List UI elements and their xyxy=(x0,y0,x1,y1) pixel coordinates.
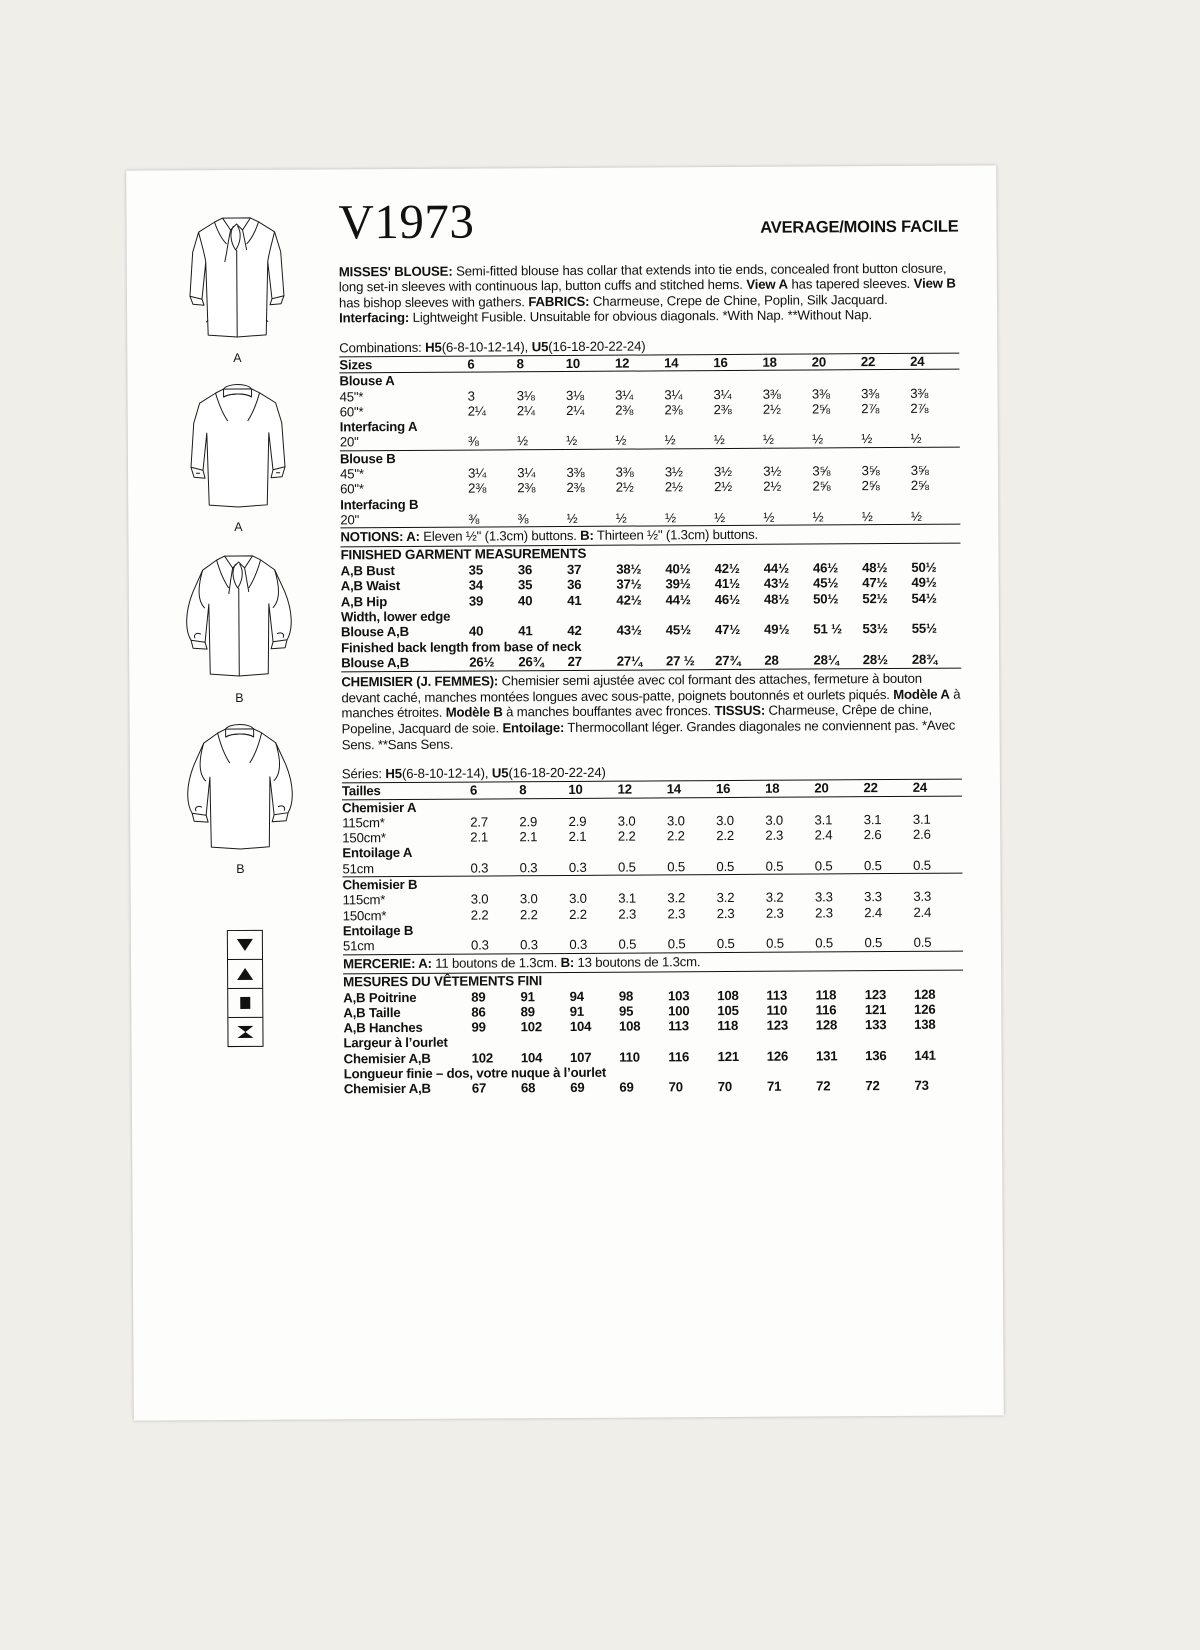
size-col-12: 12 xyxy=(615,355,664,372)
row-label: 115cm* xyxy=(342,892,386,908)
back-length-title-en: Finished back length from base of neck xyxy=(341,638,582,656)
row-label: 115cm* xyxy=(342,814,385,831)
desc-en-body-2: has tapered sleeves. xyxy=(787,276,914,292)
group-label: Interfacing B xyxy=(340,496,419,512)
group-label: Chemisier B xyxy=(343,873,963,893)
row-label: Chemisier A,B xyxy=(343,1050,431,1067)
desc-fr-model-b: Modèle B xyxy=(445,704,503,721)
illustration-label: A xyxy=(233,350,242,366)
group-label: Interfacing A xyxy=(339,419,418,435)
row-label: 45"* xyxy=(340,466,364,482)
illustration-view-a-front xyxy=(166,200,307,366)
size-col-6: 6 xyxy=(467,356,516,373)
notions-en-b-label: B: xyxy=(580,528,594,544)
yardage-table-french xyxy=(342,779,963,954)
row-label: A,B Poitrine xyxy=(343,989,417,1005)
desc-en-interfacing-label: Interfacing: xyxy=(339,310,410,326)
finished-measurements-table-french xyxy=(343,986,964,1097)
blouse-a-back-icon xyxy=(177,369,298,520)
table-row: Blouse A,B 40 41 42 43½ 45½ 47½ 49½ 51 ½ 53½ 55½ xyxy=(340,621,937,640)
notions-fr-b-text: 13 boutons de 1.3cm. xyxy=(574,953,701,970)
width-hem-title-fr: Largeur à l’ourlet xyxy=(343,1035,448,1051)
combinations-en-label: Combinations: xyxy=(339,339,426,356)
nap-symbol-hourglass xyxy=(228,1018,262,1046)
table-header-row-fr: Tailles 6 8 10 12 14 16 18 20 22 24 xyxy=(342,779,962,799)
notions-fr-a-label: A: xyxy=(415,955,432,971)
size-col-24: 24 xyxy=(910,353,959,370)
desc-en-fabrics: Charmeuse, Crepe de Chine, Poplin, Silk Jacquard. xyxy=(589,291,888,309)
notions-en-a-text: Eleven ½" (1.3cm) buttons. xyxy=(419,528,581,545)
size-col-10: 10 xyxy=(566,355,615,372)
combinations-en-h5-code: H5 xyxy=(425,339,442,355)
table-row: 20" ⅜ ½ ½ ½ ½ ½ ½ ½ ½ ½ xyxy=(339,431,922,450)
combinations-fr-h5-sizes: (6-8-10-12-14), xyxy=(401,765,492,782)
combinations-fr-u5-code: U5 xyxy=(491,765,509,781)
pattern-number: V1973 xyxy=(338,193,475,250)
table-row: A,B Bust 35 36 37 38½ 40½ 42½ 44½ 46½ 48½ 50½ xyxy=(340,559,937,579)
group-label: Chemisier A xyxy=(342,796,962,816)
desc-fr-model-a: Modèle A xyxy=(893,686,950,702)
finished-measurements-table-english xyxy=(341,560,962,671)
size-col-8: 8 xyxy=(517,355,566,372)
table-row: 60"* 2¼ 2¼ 2¼ 2⅜ 2⅜ 2⅜ 2½ 2⅝ 2⅞ 2⅞ xyxy=(339,400,929,420)
row-label: 150cm* xyxy=(342,830,386,846)
row-label: Blouse A,B xyxy=(341,654,410,671)
row-label: A,B Hanches xyxy=(343,1019,423,1036)
combinations-fr-h5-code: H5 xyxy=(385,766,403,782)
table-row: Blouse A,B 26½ 26¾ 27 27¼ 27 ½ 27¾ 28 28¼ 28½ 28¾ xyxy=(341,651,938,671)
row-label: A,B Taille xyxy=(343,1004,401,1021)
table-row: A,B Poitrine 89 91 94 98 103 108 113 118 123 128 xyxy=(343,986,936,1005)
difficulty-label: AVERAGE/MOINS FACILE xyxy=(760,217,959,237)
description-english xyxy=(339,260,959,326)
table-row: 51cm 0.3 0.3 0.3 0.5 0.5 0.5 0.5 0.5 0.5 0.5 xyxy=(342,934,932,954)
notions-fr-label: MERCERIE: xyxy=(342,955,416,971)
table-row: 150cm* 2.1 2.1 2.1 2.2 2.2 2.2 2.3 2.4 2.6 2.6 xyxy=(342,826,931,846)
combinations-en-h5-sizes: (6-8-10-12-14), xyxy=(441,339,532,355)
width-lower-edge-title-en: Width, lower edge xyxy=(340,608,451,625)
table-row: 115cm* 3.0 3.0 3.0 3.1 3.2 3.2 3.2 3.3 3.3 3.3 xyxy=(342,889,932,908)
desc-en-interfacing: Lightweight Fusible. Unsuitable for obvious diagonals. *With Nap. **Without Nap. xyxy=(409,307,873,326)
pattern-envelope-back xyxy=(126,165,1004,1420)
row-label: 60"* xyxy=(340,481,364,497)
group-label: Entoilage A xyxy=(342,845,413,861)
nap-symbol-box xyxy=(227,930,264,1047)
row-label: 60"* xyxy=(339,404,364,420)
title-row xyxy=(338,193,959,250)
desc-fr-fabrics-label: TISSUS: xyxy=(714,703,766,719)
desc-en-title: MISSES' BLOUSE: xyxy=(338,263,453,279)
content-column xyxy=(338,193,963,1097)
desc-en-body-1: Semi-fitted blouse has collar that extends into tie ends, concealed front button closure, long set-in sleeves with continuous lap, button cuffs and stitched hems. xyxy=(338,260,947,295)
notions-fr-b-label: B: xyxy=(560,954,575,970)
table-row: Chemisier A,B 102 104 107 110 116 121 126 131 136 141 xyxy=(343,1047,936,1067)
desc-fr-body-3: à manches bouffantes avec fronces. xyxy=(502,703,715,720)
nap-symbol-rectangle-solid xyxy=(228,989,262,1018)
row-label: 20" xyxy=(339,434,359,450)
size-col-18: 18 xyxy=(762,354,811,371)
table-row: 45"* 3¼ 3¼ 3⅜ 3⅜ 3½ 3½ 3½ 3⅝ 3⅝ 3⅝ xyxy=(340,462,929,482)
notions-fr-a-text: 11 boutons de 1.3cm. xyxy=(431,954,561,971)
back-length-title-fr: Longueur finie – dos, votre nuque à l’ourlet xyxy=(343,1064,607,1082)
row-label: A,B Bust xyxy=(340,563,395,579)
fgm-title-english: FINISHED GARMENT MEASUREMENTS xyxy=(340,546,587,563)
desc-en-view-b: View B xyxy=(913,275,956,292)
desc-en-fabrics-label: FABRICS: xyxy=(528,293,590,309)
blouse-b-back-icon xyxy=(175,709,304,862)
table-row: Chemisier A,B 67 68 69 69 70 70 71 72 72 73 xyxy=(343,1078,929,1097)
row-label: Chemisier A,B xyxy=(343,1081,431,1097)
desc-en-body-3: has bishop sleeves with gathers. xyxy=(338,293,529,311)
table-row: 20" ⅜ ⅜ ½ ½ ½ ½ ½ ½ ½ ½ xyxy=(340,508,922,528)
group-label: Blouse A xyxy=(339,369,959,389)
row-label: 51cm xyxy=(342,860,374,877)
illustration-view-b-back xyxy=(169,709,310,877)
illustration-view-b-front xyxy=(168,538,309,706)
row-label: 20" xyxy=(340,512,360,528)
illustration-label: B xyxy=(236,861,245,877)
desc-fr-title: CHEMISIER (J. FEMMES): xyxy=(341,673,499,690)
illustration-view-a-back xyxy=(167,369,308,535)
group-label: Entoilage B xyxy=(342,922,414,939)
illustration-label: A xyxy=(234,519,243,535)
illustration-label: B xyxy=(235,690,244,706)
table-row: A,B Waist 34 35 36 37½ 39½ 41½ 43½ 45½ 47½ 49½ xyxy=(340,575,937,594)
row-label: 51cm xyxy=(342,938,375,954)
table-row: 51cm 0.3 0.3 0.3 0.5 0.5 0.5 0.5 0.5 0.5 0.5 xyxy=(342,857,931,877)
desc-fr-body-2: à manches étroites. xyxy=(341,686,961,721)
row-label: 150cm* xyxy=(342,907,387,923)
yardage-table-english xyxy=(339,353,960,528)
sizes-header-fr: Tailles xyxy=(342,782,470,799)
row-label: A,B Waist xyxy=(340,578,401,594)
size-col-20: 20 xyxy=(812,354,861,371)
table-row: 60"* 2⅜ 2⅜ 2⅜ 2½ 2½ 2½ 2½ 2⅝ 2⅝ 2⅝ xyxy=(340,478,929,497)
fgm-title-french: MESURES DU VÊTEMENTS FINI xyxy=(343,972,543,989)
table-row: 115cm* 2.7 2.9 2.9 3.0 3.0 3.0 3.0 3.1 3.1 3.1 xyxy=(342,811,931,831)
notions-en-label: NOTIONS: xyxy=(340,529,404,545)
table-row: A,B Taille 86 89 91 95 100 105 110 116 121 126 xyxy=(343,1001,936,1021)
blouse-b-front-icon xyxy=(174,538,303,691)
table-row: A,B Hip 39 40 41 42½ 44½ 46½ 48½ 50½ 52½ 54½ xyxy=(340,590,937,610)
nap-symbol-triangle-down xyxy=(228,931,262,960)
desc-fr-body-1: Chemisier semi ajustée avec col formant des attaches, fermeture à bouton devant caché, manches montées longues avec sous-patte, poignets boutonnés et ourlets piqués. xyxy=(341,671,922,706)
row-label: 45"* xyxy=(339,388,364,404)
combinations-en-u5-code: U5 xyxy=(531,339,549,355)
combinations-fr-u5-sizes: (16-18-20-22-24) xyxy=(508,764,606,781)
desc-fr-interfacing: Thermocollant léger. Grandes diagonales ne conviennent pas. *Avec Sens. **Sans Sens. xyxy=(341,717,956,753)
table-row: 150cm* 2.2 2.2 2.2 2.3 2.3 2.3 2.3 2.3 2.4 2.4 xyxy=(342,904,932,923)
table-row: A,B Hanches 99 102 104 108 113 118 123 128 133 138 xyxy=(343,1016,936,1036)
row-label: Blouse A,B xyxy=(340,624,409,640)
size-col-14: 14 xyxy=(664,355,713,372)
description-french xyxy=(341,671,961,753)
notions-en-a-label: A: xyxy=(403,529,420,545)
desc-fr-interfacing-label: Entoilage: xyxy=(502,720,565,736)
row-label: A,B Hip xyxy=(340,593,388,610)
table-row: 45"* 3 3⅛ 3⅛ 3¼ 3¼ 3¼ 3⅜ 3⅜ 3⅜ 3⅜ xyxy=(339,385,929,404)
blouse-a-front-icon xyxy=(176,200,297,351)
nap-symbol-triangle-up xyxy=(228,960,262,989)
notions-en-b-text: Thirteen ½" (1.3cm) buttons. xyxy=(593,527,759,544)
combinations-fr-label: Séries: xyxy=(341,766,386,782)
combinations-en-u5-sizes: (16-18-20-22-24) xyxy=(548,338,646,355)
illustration-column xyxy=(166,200,310,881)
sizes-header-en: Sizes xyxy=(339,356,467,373)
size-col-16: 16 xyxy=(713,354,762,371)
desc-fr-fabrics: Charmeuse, Crêpe de chine, Popeline, Jacquard de soie. xyxy=(341,702,932,737)
size-col-22: 22 xyxy=(861,353,910,370)
group-label: Blouse B xyxy=(340,447,960,467)
desc-en-view-a: View A xyxy=(746,276,788,293)
